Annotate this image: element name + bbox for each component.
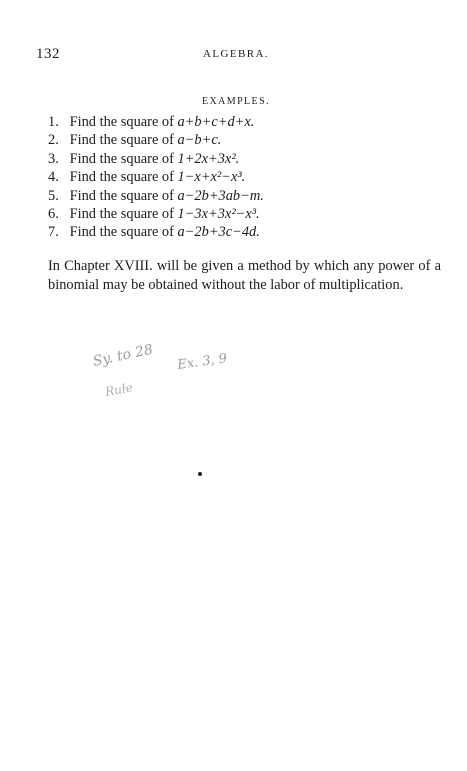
pencil-note-line-3: Rułe	[104, 380, 134, 399]
ink-dot	[198, 472, 202, 476]
exercise-number: 1.	[48, 114, 59, 130]
exercise-expression: 1−x+x²−x³.	[177, 169, 246, 186]
page-number: 132	[36, 46, 60, 62]
exercise-item	[48, 187, 264, 205]
exercise-item	[48, 131, 264, 149]
exercise-expression: a+b+c+d+x.	[177, 114, 255, 130]
page-header	[36, 46, 436, 66]
pencil-note-line-2: Ex. 3, 9	[176, 351, 228, 373]
exercise-prompt: Find the square of	[69, 169, 174, 186]
running-title: ALGEBRA.	[203, 48, 269, 60]
exercise-prompt: Find the square of	[69, 224, 174, 241]
exercise-prompt: Find the square of	[69, 150, 174, 167]
exercise-prompt: Find the square of	[69, 187, 174, 204]
exercise-item	[48, 223, 264, 241]
exercise-expression: 1−3x+3x²−x³.	[177, 206, 260, 223]
exercise-prompt: Find the square of	[69, 132, 174, 149]
pencil-note-line-1: Sy. to 28	[91, 341, 155, 370]
exercise-expression: a−2b+3ab−m.	[177, 187, 264, 204]
section-heading: EXAMPLES.	[202, 96, 270, 107]
pencil-annotation	[80, 336, 280, 416]
exercise-item	[48, 205, 264, 223]
exercise-expression: 1+2x+3x².	[177, 150, 240, 167]
exercise-item	[48, 168, 264, 186]
exercise-expression: a−b+c.	[177, 132, 222, 149]
exercise-item	[48, 113, 264, 131]
exercise-number: 4.	[48, 169, 59, 186]
exercise-number: 7.	[48, 224, 59, 241]
exercise-list	[48, 113, 264, 242]
exercise-number: 5.	[48, 187, 59, 204]
exercise-number: 3.	[48, 150, 59, 167]
exercise-number: 2.	[48, 132, 59, 149]
exercise-prompt: Find the square of	[69, 114, 174, 130]
body-paragraph: In Chapter XVIII. will be given a method by which any power of a binomial may be obtained without the labor of multiplication.	[48, 258, 441, 293]
exercise-expression: a−2b+3c−4d.	[177, 224, 260, 241]
exercise-number: 6.	[48, 206, 59, 223]
exercise-item	[48, 150, 264, 168]
exercise-prompt: Find the square of	[69, 206, 174, 223]
